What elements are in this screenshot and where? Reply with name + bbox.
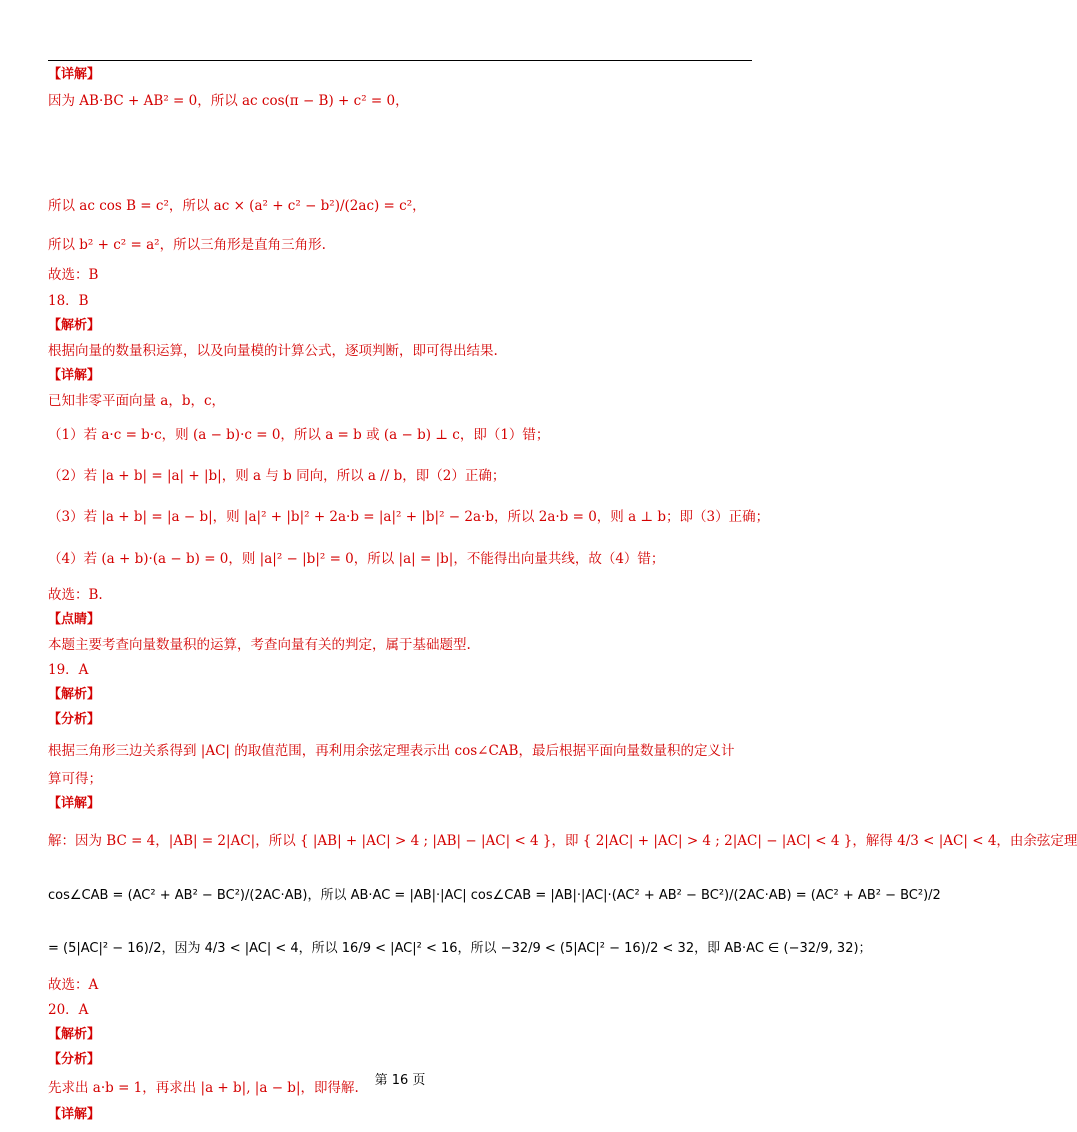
text-line-10: 已知非零平面向量 a，b，c，	[48, 393, 226, 409]
text-line-22: 算可得；	[48, 771, 102, 787]
text-line-6: 18．B	[48, 293, 89, 309]
text-line-8: 根据向量的数量积运算，以及向量模的计算公式，逐项判断，即可得出结果.	[48, 343, 498, 359]
text-line-29: 【解析】	[48, 1027, 101, 1042]
text-line-9: 【详解】	[48, 368, 101, 383]
text-line-4: 所以 b² + c² = a²，所以三角形是直角三角形.	[48, 237, 326, 253]
text-line-15: 故选：B.	[48, 587, 103, 603]
text-line-13: （3）若 |a + b| = |a − b|，则 |a|² + |b|² + 2a·b = |a|² + |b|² − 2a·b，所以 2a·b = 0，则 a ⊥ b；即（3）正确；	[48, 509, 770, 525]
text-line-3: 所以 ac cos B = c²，所以 ac × (a² + c² − b²)/(2ac) = c²，	[48, 198, 426, 214]
text-line-32: 【详解】	[48, 1107, 101, 1122]
text-line-31: 先求出 a·b = 1，再求出 |a + b|, |a − b|，即得解.	[48, 1080, 359, 1096]
text-line-20: 【分析】	[48, 712, 101, 727]
text-line-19: 【解析】	[48, 687, 101, 702]
text-line-18: 19．A	[48, 662, 89, 678]
text-line-11: （1）若 a·c = b·c，则 (a − b)·c = 0，所以 a = b 或 (a − b) ⊥ c，即（1）错；	[48, 427, 550, 443]
text-line-16: 【点睛】	[48, 612, 101, 627]
text-line-30: 【分析】	[48, 1052, 101, 1067]
header-rule	[48, 60, 752, 61]
text-line-17: 本题主要考查向量数量积的运算，考查向量有关的判定，属于基础题型.	[48, 637, 471, 653]
text-line-26: = (5|AC|² − 16)/2，因为 4/3 < |AC| < 4，所以 16/9 < |AC|² < 16，所以 −32/9 < (5|AC|² − 16)/2 < 32，即 AB·AC ∈ (−32/9, 32)；	[48, 941, 872, 956]
text-line-28: 20．A	[48, 1002, 89, 1018]
text-line-7: 【解析】	[48, 318, 101, 333]
text-line-21: 根据三角形三边关系得到 |AC| 的取值范围，再利用余弦定理表示出 cos∠CAB，最后根据平面向量数量积的定义计	[48, 743, 735, 759]
page-number: 第 16 页	[374, 1073, 426, 1088]
text-line-25: cos∠CAB = (AC² + AB² − BC²)/(2AC·AB)，所以 AB·AC = |AB|·|AC| cos∠CAB = |AB|·|AC|·(AC² + AB² − BC²)/(2AC·AB) = (AC² + AB² − BC²)/2	[48, 888, 941, 903]
text-line-14: （4）若 (a + b)·(a − b) = 0，则 |a|² − |b|² = 0，所以 |a| = |b|，不能得出向量共线，故（4）错；	[48, 551, 665, 567]
text-line-2: 因为 AB·BC + AB² = 0，所以 ac cos(π − B) + c² = 0，	[48, 93, 409, 109]
text-line-24: 解：因为 BC = 4，|AB| = 2|AC|，所以 { |AB| + |AC| > 4 ; |AB| − |AC| < 4 }，即 { 2|AC| + |AC| > 4 ; 2|AC| − |AC| < 4 }，解得 4/3 < |AC| < 4，由余弦定理	[48, 833, 1077, 849]
text-line-12: （2）若 |a + b| = |a| + |b|，则 a 与 b 同向，所以 a // b，即（2）正确；	[48, 468, 506, 484]
text-line-1: 【详解】	[48, 67, 101, 82]
text-line-5: 故选：B	[48, 267, 99, 283]
text-line-27: 故选：A	[48, 977, 99, 993]
text-line-23: 【详解】	[48, 796, 101, 811]
